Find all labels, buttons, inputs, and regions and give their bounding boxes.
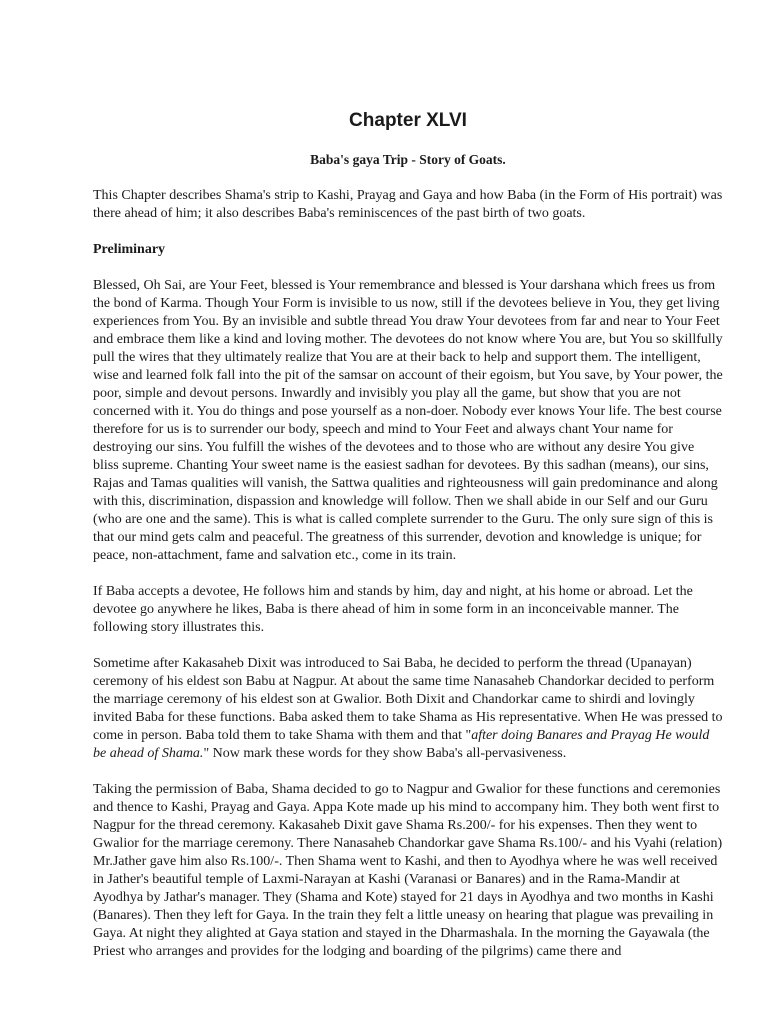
paragraph-shama-journey: Taking the permission of Baba, Shama decided to go to Nagpur and Gwalior for these functions and ceremonies and thence to Kashi, Prayag and Gaya. Appa Kote made up his mind to accompany him. They both went first to Nagpur for the thread ceremony. Kakasaheb Dixit gave Shama Rs.200/- for his expenses. Then they went to Gwalior for the marriage ceremony. There Nanasaheb Chandorkar gave Shama Rs.100/- and his Vyahi (relation) Mr.Jather gave him also Rs.100/-. Then Shama went to Kashi, and then to Ayodhya where he was well received in Jather's beautiful temple of Laxmi-Narayan at Kashi (Varanasi or Banares) and in the Rama-Mandir at Ayodhya by Jathar's manager. They (Shama and Kote) stayed for 21 days in Ayodhya and two months in Kashi (Banares). Then they left for Gaya. In the train they felt a little uneasy on hearing that plague was prevailing in Gaya. At night they alighted at Gaya station and stayed in the Dharmashala. In the morning the Gayawala (the Priest who arranges and provides for the lodging and boarding of the pilgrims) came there and <box>93 782 723 959</box>
chapter-title: Chapter XLVI <box>349 110 467 131</box>
paragraph-text: Sometime after Kakasaheb Dixit was introduced to Sai Baba, he decided to perform the thread (Upanayan) ceremony of his eldest son Babu at Nagpur. At about the same time Nanasaheb Chandorkar decided to perform the marriage ceremony of his eldest son at Gwalior. Both Dixit and Chandorkar came to shirdi and lovingly invited Baba for these functions. Baba asked them to take Shama as His representative. When He was pressed to come in person. Baba told them to take Shama with them and that " <box>93 656 723 743</box>
chapter-subtitle: Baba's gaya Trip - Story of Goats. <box>310 152 506 167</box>
chapter-summary-paragraph: This Chapter describes Shama's strip to Kashi, Prayag and Gaya and how Baba (in the Form of His portrait) was there ahead of him; it also describes Baba's reminiscences of the past birth of two goats. <box>93 188 723 221</box>
baba-quote: after doing Banares and Prayag He would be ahead of Shama. <box>93 728 710 761</box>
paragraph-text: " Now mark these words for they show Baba's all-pervasiveness. <box>203 746 567 761</box>
paragraph-baba-accepts: If Baba accepts a devotee, He follows him and stands by him, day and night, at his home or abroad. Let the devotee go anywhere he likes, Baba is there ahead of him in some form in an inconceivable manner. The following story illustrates this. <box>93 584 693 635</box>
document-content <box>93 108 723 961</box>
paragraph-blessed: Blessed, Oh Sai, are Your Feet, blessed is Your remembrance and blessed is Your darshana which frees us from the bond of Karma. Though Your Form is invisible to us now, still if the devotees believe in You, they get living experiences from You. By an invisible and subtle thread You draw Your devotees from far and near to Your Feet and embrace them like a kind and loving mother. The devotees do not know where You are, but You so skillfully pull the wires that they ultimately realize that You are at their back to help and support them. The intelligent, wise and learned folk fall into the pit of the samsar on account of their egoism, but You save, by Your power, the poor, simple and devout persons. Inwardly and invisibly you play all the game, but show that you are not concerned with it. You do things and pose yourself as a non-doer. Nobody ever knows Your life. The best course therefore for us is to surrender our body, speech and mind to Your Feet and always chant Your name for destroying our sins. You fulfill the wishes of the devotees and to those who are without any desire You give bliss supreme. Chanting Your sweet name is the easiest sadhan for devotees. By this sadhan (means), our sins, Rajas and Tamas qualities will vanish, the Sattwa qualities and righteousness will gain predominance and along with this, discrimination, dispassion and knowledge will follow. Then we shall abide in our Self and our Guru (who are one and the same). This is what is called complete surrender to the Guru. The only sure sign of this is that our mind gets calm and peaceful. The greatness of this surrender, devotion and knowledge is unique; for peace, non-attachment, fame and salvation etc., come in its train. <box>93 278 723 563</box>
section-heading-preliminary: Preliminary <box>93 242 166 257</box>
paragraph-kakasaheb-dixit <box>93 655 723 763</box>
